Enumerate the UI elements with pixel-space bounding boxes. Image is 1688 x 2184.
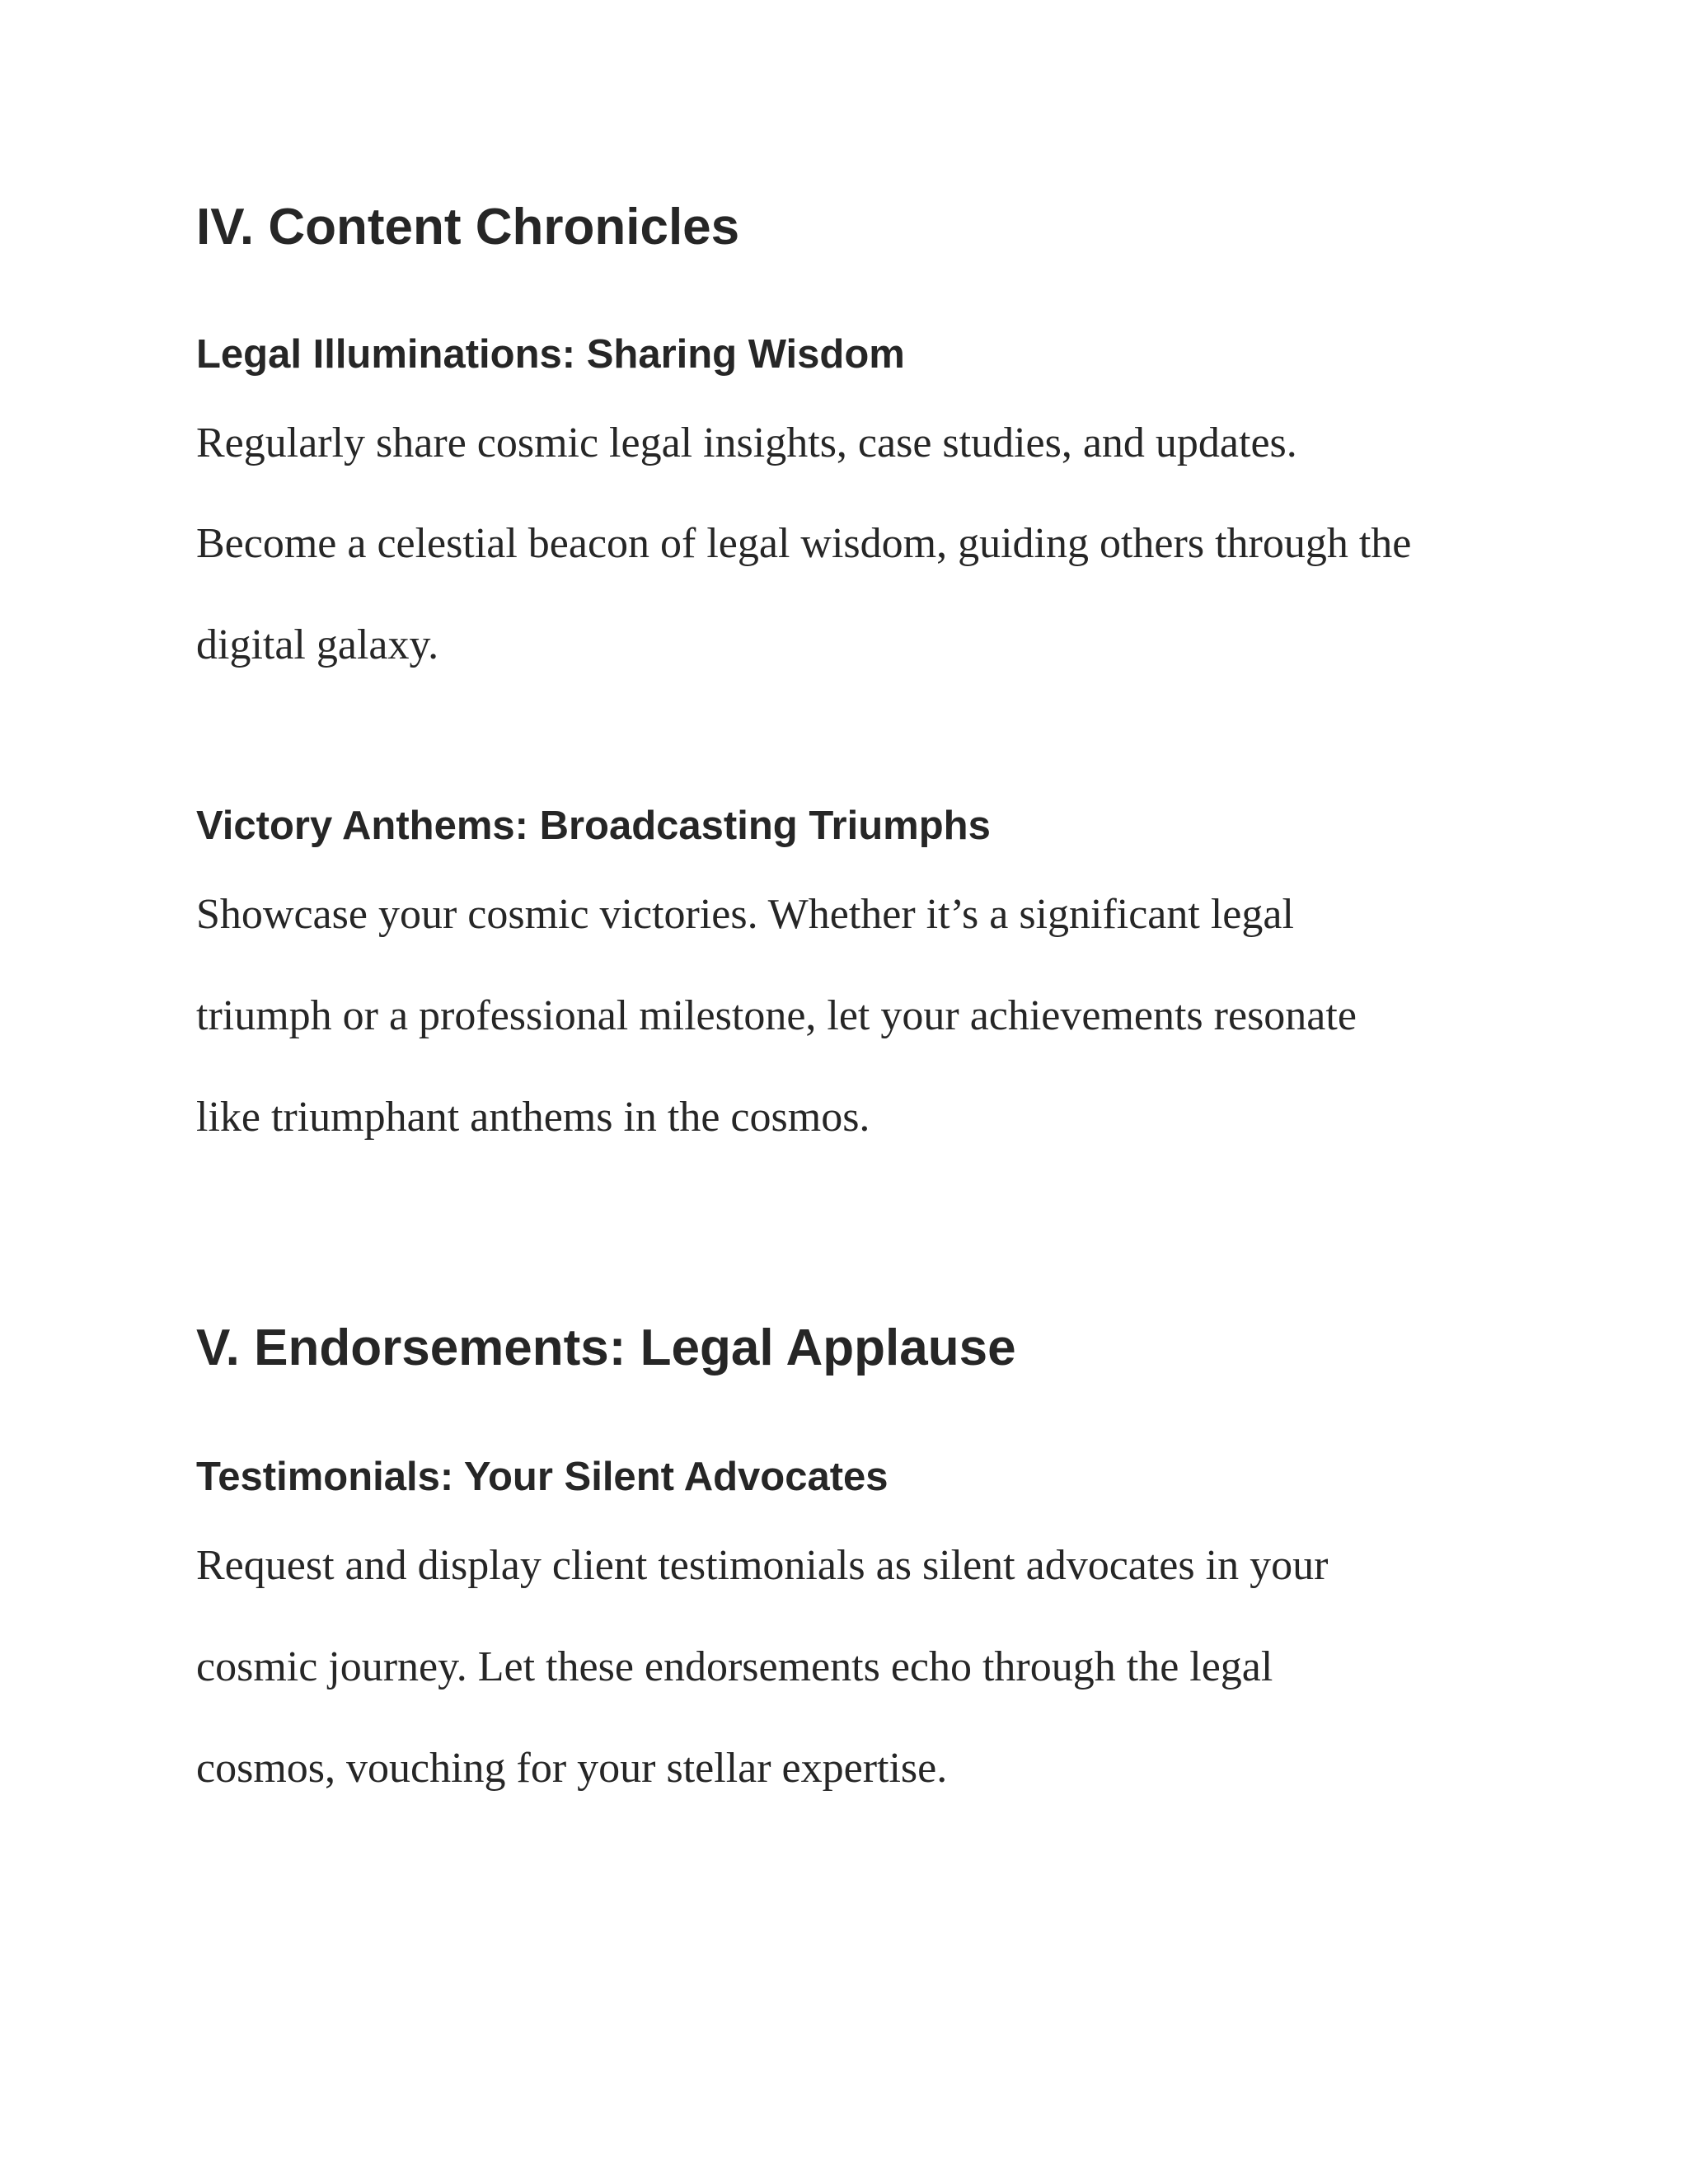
subsection-title-testimonials: Testimonials: Your Silent Advocates xyxy=(196,1455,889,1499)
section-title-content-chronicles: IV. Content Chronicles xyxy=(196,199,740,255)
paragraph-line: Request and display client testimonials as silent advocates in your xyxy=(196,1542,1329,1589)
paragraph-line: digital galaxy. xyxy=(196,621,439,668)
paragraph-line: like triumphant anthems in the cosmos. xyxy=(196,1094,870,1141)
section-title-endorsements: V. Endorsements: Legal Applause xyxy=(196,1319,1016,1376)
paragraph-line: cosmic journey. Let these endorsements echo through the legal xyxy=(196,1643,1273,1690)
paragraph-line: cosmos, vouching for your stellar expertise. xyxy=(196,1745,948,1792)
subsection-title-legal-illuminations: Legal Illuminations: Sharing Wisdom xyxy=(196,332,905,377)
paragraph-line: triumph or a professional milestone, let your achievements resonate xyxy=(196,992,1357,1039)
paragraph-line: Become a celestial beacon of legal wisdom, guiding others through the xyxy=(196,520,1412,567)
paragraph-line: Regularly share cosmic legal insights, case studies, and updates. xyxy=(196,419,1297,466)
subsection-title-victory-anthems: Victory Anthems: Broadcasting Triumphs xyxy=(196,804,991,848)
paragraph-line: Showcase your cosmic victories. Whether it’s a significant legal xyxy=(196,891,1294,938)
